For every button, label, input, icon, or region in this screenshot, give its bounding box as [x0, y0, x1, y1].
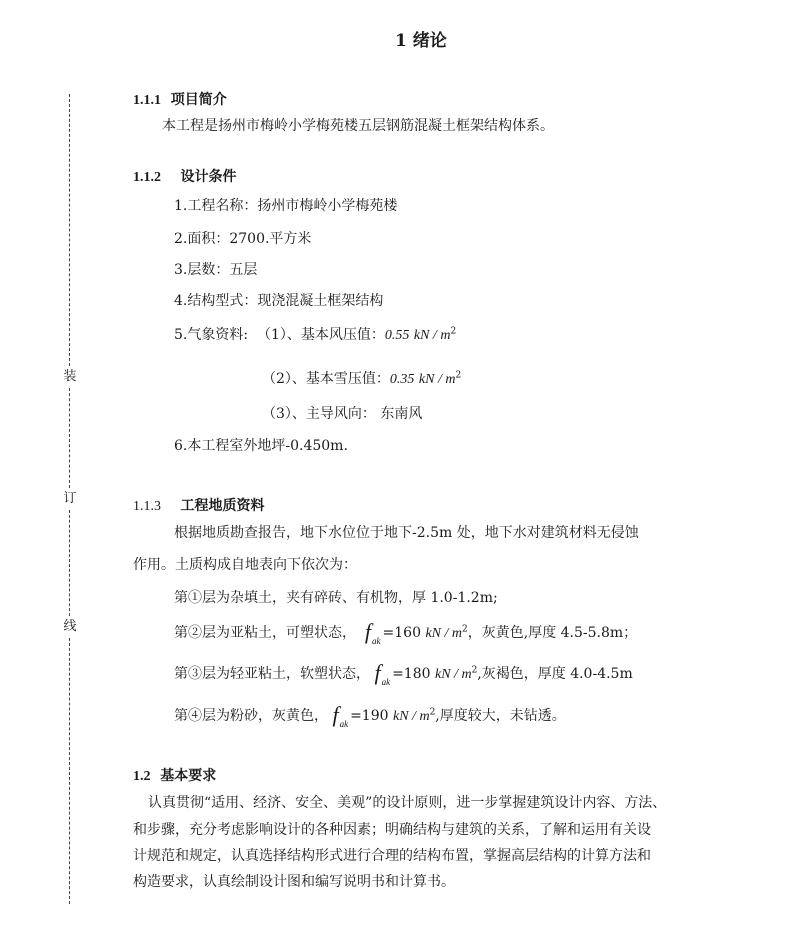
- soil-layer-4-fak: =190: [350, 708, 389, 724]
- unit-square: 2: [450, 326, 457, 337]
- soil-layer-3-desc: 第③层为轻亚粘土，软塑状态，: [174, 666, 370, 682]
- section-number: 1.1.1: [133, 93, 161, 108]
- unit-kn: kN: [434, 667, 451, 682]
- wind-direction-line: （3）、主导风向： 东南风: [262, 406, 423, 422]
- condition-item-3: 3.层数：五层: [174, 262, 258, 278]
- condition-item-1: 1.工程名称：扬州市梅岭小学梅苑楼: [174, 198, 398, 214]
- unit-m: m: [445, 372, 456, 387]
- geology-paragraph-line-2: 作用。土质构成自地表向下依次为：: [133, 557, 357, 573]
- unit-m: m: [419, 709, 430, 724]
- section-title: 基本要求: [160, 768, 217, 784]
- soil-layer-3: [174, 660, 633, 687]
- binding-dash: [69, 388, 70, 488]
- section-number: 1.2: [133, 769, 151, 784]
- requirements-line-4: 构造要求，认真绘制设计图和编写说明书和计算书。: [133, 874, 455, 890]
- fak-symbol: f: [332, 702, 339, 727]
- condition-item-4: 4.结构型式：现浇混凝土框架结构: [174, 293, 384, 309]
- unit-m: m: [461, 667, 472, 682]
- soil-layer-4-rest: ,厚度较大，未钻透。: [435, 708, 566, 724]
- unit-square: 2: [429, 707, 436, 718]
- condition-item-6: 6.本工程室外地坪-0.450m.: [174, 438, 348, 454]
- soil-layer-3-fak: =180: [392, 666, 431, 682]
- fak-subscript: ak: [372, 636, 381, 646]
- geology-paragraph-line-1: 根据地质勘查报告，地下水位位于地下-2.5m 处，地下水对建筑材料无侵蚀: [174, 525, 639, 541]
- fak-symbol: f: [374, 660, 381, 685]
- requirements-line-3: 计规范和规定，认真选择结构形式进行合理的结构布置，掌握高层结构的计算方法和: [133, 848, 651, 864]
- chapter-title: 1 绪论: [395, 31, 447, 51]
- fak-subscript: ak: [381, 677, 391, 687]
- unit-square: 2: [471, 665, 478, 676]
- unit-slash: /: [434, 372, 446, 387]
- soil-layer-2: [174, 619, 637, 646]
- unit-m: m: [451, 626, 463, 641]
- requirements-line-2: 和步骤，充分考虑影响设计的各种因素；明确结构与建筑的关系，了解和运用有关设: [133, 822, 651, 838]
- wind-pressure-value: 0.55: [384, 328, 410, 343]
- binding-dash: [69, 638, 70, 904]
- section-title: 工程地质资料: [180, 498, 265, 514]
- binding-char-xian: 线: [63, 619, 77, 634]
- unit-slash: /: [441, 626, 452, 641]
- fak-symbol: f: [364, 619, 372, 644]
- wind-pressure-label: （1）、基本风压值：: [256, 327, 385, 343]
- unit-kn: kN: [392, 709, 409, 724]
- project-intro-text: 本工程是扬州市梅岭小学梅苑楼五层钢筋混凝土框架结构体系。: [162, 118, 554, 134]
- soil-layer-4-desc: 第④层为粉砂，灰黄色，: [174, 708, 328, 724]
- unit-kn: kN: [418, 372, 435, 387]
- section-heading-1-1-3: [133, 495, 265, 515]
- unit-square: 2: [462, 624, 468, 635]
- condition-item-2: 2.面积：2700.平方米: [174, 231, 312, 247]
- snow-pressure-label: （2）、基本雪压值：: [262, 371, 390, 387]
- unit-kn: kN: [413, 328, 430, 343]
- unit-slash: /: [429, 328, 441, 343]
- binding-line: [63, 94, 77, 904]
- soil-layer-2-fak: =160: [382, 625, 421, 641]
- section-number: 1.1.2: [133, 170, 161, 185]
- soil-layer-4: [174, 702, 566, 729]
- weather-label: 5.气象资料:: [174, 327, 249, 343]
- snow-pressure-line: [262, 368, 461, 388]
- section-title: 设计条件: [180, 169, 237, 185]
- section-heading-1-1-2: [133, 166, 237, 186]
- section-number: 1.1.3: [133, 499, 161, 514]
- unit-slash: /: [408, 709, 420, 724]
- binding-dash: [69, 94, 70, 366]
- fak-subscript: ak: [339, 719, 349, 729]
- section-heading-1-1-1: [133, 89, 227, 109]
- condition-item-5: [174, 324, 456, 344]
- section-title: 项目简介: [170, 92, 227, 108]
- unit-square: 2: [455, 370, 462, 381]
- requirements-line-1: 认真贯彻“适用、经济、安全、美观”的设计原则，进一步掌握建筑设计内容、方法、: [148, 795, 667, 811]
- soil-layer-2-rest: ，灰黄色,厚度 4.5-5.8m；: [467, 625, 638, 641]
- soil-layer-3-rest: ,灰褐色，厚度 4.0-4.5m: [477, 666, 633, 682]
- unit-m: m: [440, 328, 451, 343]
- soil-layer-2-desc: 第②层为亚粘土，可塑状态，: [174, 625, 356, 641]
- snow-pressure-value: 0.35: [389, 372, 415, 387]
- unit-slash: /: [450, 667, 462, 682]
- binding-char-zhuang: 装: [63, 369, 77, 384]
- binding-char-ding: 订: [63, 491, 77, 506]
- binding-dash: [69, 510, 70, 616]
- section-heading-1-2: [133, 765, 216, 785]
- unit-kn: kN: [425, 626, 441, 641]
- soil-layer-1: 第①层为杂填土，夹有碎砖、有机物，厚 1.0-1.2m;: [174, 590, 498, 606]
